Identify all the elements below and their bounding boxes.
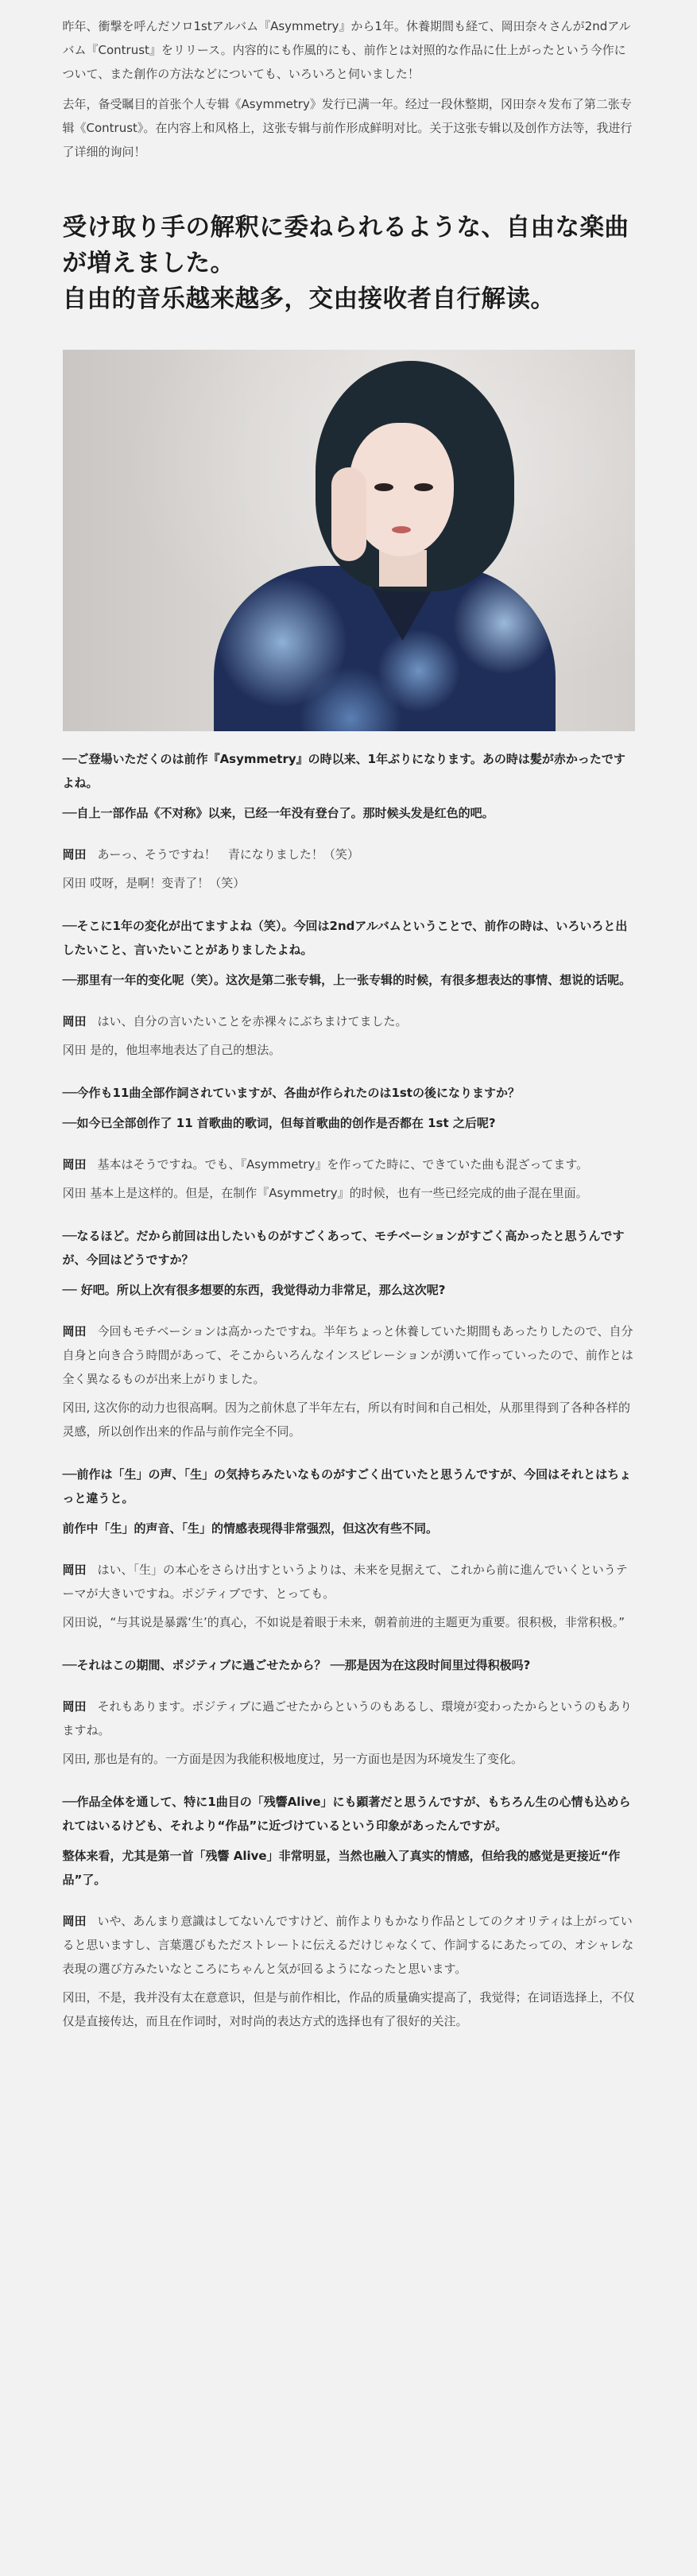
interview-qa: [63, 747, 635, 2033]
answer-japanese-text: それもあります。ポジティブに過ごせたからというのもあるし、環境が変わったからというのもありますね。: [62, 1699, 632, 1737]
intro-chinese: 去年，备受瞩目的首张个人专辑《Asymmetry》发行已满一年。经过一段休整期，冈田奈々发布了第二张专辑《Contrust》。在内容上和风格上，这张专辑与前作形成鲜明对比。关于这张专辑以及创作方法等，我进行了详细的询问！: [62, 97, 633, 159]
question-chinese: ──那里有一年的变化呢（笑）。这次是第二张专辑，上一张专辑的时候，有很多想表达的事情、想说的话呢。: [62, 973, 632, 987]
article: [63, 0, 635, 2033]
qa-block: [63, 1081, 635, 1205]
answer-japanese-text: 今回もモチベーションは高かったですね。半年ちょっと休養していた期間もあったりしたので、自分自身と向き合う時間があって、そこからいろんなインスピレーションが湧いて作っていったので、前作とは全く異なるものが出来上がりました。: [62, 1324, 633, 1386]
answer-japanese: [63, 1909, 635, 1981]
heading-japanese: 受け取り手の解釈に委ねられるような、自由な楽曲が増えました。: [62, 214, 629, 277]
photo-eye-right: [414, 483, 433, 491]
intro-japanese: 昨年、衝撃を呼んだソロ1stアルバム『Asymmetry』から1年。休養期間も経て、岡田奈々さんが2ndアルバム『Contrust』をリリース。内容的にも作風的にも、前作とは対照的な作品に仕上がったという今作について、また創作の方法などについても、いろいろと伺いました！: [62, 19, 631, 81]
answer-japanese-text: いや、あんまり意識はしてないんですけど、前作よりもかなり作品としてのクオリティは上がっていると思いますし、言葉選びもただストレートに伝えるだけじゃなくて、作詞するにあたっての、オシャレな表現の選び方みたいなところにちゃんと気が回るようになったと思います。: [62, 1914, 634, 1976]
question-chinese: 整体来看，尤其是第一首「残響 Alive」非常明显，当然也融入了真实的情感，但给我的感觉是更接近“作品”了。: [62, 1849, 621, 1887]
answer: [63, 1909, 635, 2033]
question-chinese: 前作中「生」的声音、「生」的情感表现得非常强烈，但这次有些不同。: [62, 1521, 439, 1536]
answer-chinese: 冈田 哎呀，是啊！变青了！（笑）: [62, 876, 246, 890]
answer-chinese: 冈田，不是，我并没有太在意意识，但是与前作相比，作品的质量确实提高了，我觉得；在词语选择上，不仅仅是直接传达，而且在作词时，对时尚的表达方式的选择也有了很好的关注。: [62, 1990, 635, 2028]
question-japanese: ──作品全体を通して、特に1曲目の「残響Alive」にも顕著だと思うんですが、もちろん生の心情も込められてはいるけども、それより“作品”に近づけているという印象があったんですが。: [62, 1795, 631, 1833]
answer-japanese-text: あーっ、そうですね！ 青になりました！（笑）: [97, 847, 359, 862]
photo-eye-left: [374, 483, 393, 491]
speaker-label: 岡田: [62, 1914, 87, 1928]
answer-japanese: [63, 1558, 635, 1606]
speaker-label: 岡田: [62, 1563, 87, 1577]
answer-chinese: 冈田 是的，他坦率地表达了自己的想法。: [62, 1043, 281, 1057]
answer-japanese: [63, 843, 635, 866]
answer-chinese: 冈田, 那也是有的。一方面是因为我能积极地度过，另一方面也是因为环境发生了变化。: [62, 1752, 524, 1766]
question-chinese: ── 好吧。所以上次有很多想要的东西，我觉得动力非常足，那么这次呢?: [62, 1283, 446, 1297]
question-japanese: ──前作は「生」の声、「生」の気持ちみたいなものがすごく出ていたと思うんですが、今回はそれとはちょっと違うと。: [62, 1467, 632, 1505]
answer-japanese: [63, 1009, 635, 1033]
section-heading: [63, 210, 635, 317]
speaker-label: 岡田: [62, 1157, 87, 1172]
answer-japanese: [63, 1695, 635, 1742]
qa-block: [63, 1224, 635, 1443]
answer: [63, 1558, 635, 1634]
answer-japanese-text: はい、自分の言いたいことを赤裸々にぶちまけてました。: [97, 1014, 408, 1028]
answer: [63, 1152, 635, 1205]
question-japanese: ──今作も11曲全部作詞されていますが、各曲が作られたのは1stの後になりますか？: [62, 1086, 520, 1100]
answer: [63, 843, 635, 895]
answer: [63, 1009, 635, 1062]
answer: [63, 1695, 635, 1771]
photo-lips: [392, 526, 411, 533]
answer: [63, 1319, 635, 1443]
qa-block: [63, 1462, 635, 1634]
answer-japanese: [63, 1152, 635, 1176]
answer-japanese: [63, 1319, 635, 1391]
speaker-label: 岡田: [62, 1014, 87, 1028]
question-chinese: ──如今已全部创作了 11 首歌曲的歌词，但每首歌曲的创作是否都在 1st 之后呢?: [62, 1116, 496, 1130]
qa-block: [63, 1653, 635, 1771]
question-japanese: ──なるほど。だから前回は出したいものがすごくあって、モチベーションがすごく高かったと思うんですが、今回はどうですか？: [62, 1229, 625, 1267]
photo-hand: [331, 467, 366, 561]
answer-chinese: 冈田 基本上是这样的。但是，在制作『Asymmetry』的时候，也有一些已经完成的曲子混在里面。: [62, 1186, 588, 1200]
answer-japanese-text: 基本はそうですね。でも、『Asymmetry』を作ってた時に、できていた曲も混ざってます。: [97, 1157, 589, 1172]
answer-chinese: 冈田, 这次你的动力也很高啊。因为之前休息了半年左右，所以有时间和自己相处，从那里得到了各种各样的灵感，所以创作出来的作品与前作完全不同。: [62, 1400, 631, 1439]
speaker-label: 岡田: [62, 1324, 87, 1338]
answer-japanese-text: はい、「生」の本心をさらけ出すというよりは、未来を見据えて、これから前に進んでいくというテーマが大きいですね。ポジティブです、とっても。: [62, 1563, 628, 1601]
question-japanese: ──それはこの期間、ポジティブに過ごせたから？ ──那是因为在这段时间里过得积极吗?: [62, 1658, 531, 1672]
qa-block: [63, 1790, 635, 2033]
speaker-label: 岡田: [62, 847, 87, 862]
qa-block: [63, 914, 635, 1062]
portrait-photo: [63, 350, 635, 731]
heading-chinese: 自由的音乐越来越多，交由接收者自行解读。: [62, 285, 556, 313]
question-japanese: ──ご登場いただくのは前作『Asymmetry』の時以来、1年ぶりになります。あの時は髪が赤かったですよね。: [62, 752, 625, 790]
answer-chinese: 冈田说，“与其说是暴露‘生’的真心，不如说是着眼于未来，朝着前进的主题更为重要。很积极，非常积极。”: [62, 1615, 625, 1629]
question-japanese: ──そこに1年の変化が出てますよね（笑）。今回は2ndアルバムということで、前作の時は、いろいろと出したいこと、言いたいことがありましたよね。: [62, 919, 628, 957]
qa-block: [63, 747, 635, 895]
question-chinese: ──自上一部作品《不对称》以来，已经一年没有登台了。那时候头发是红色的吧。: [62, 806, 494, 820]
speaker-label: 岡田: [62, 1699, 87, 1714]
